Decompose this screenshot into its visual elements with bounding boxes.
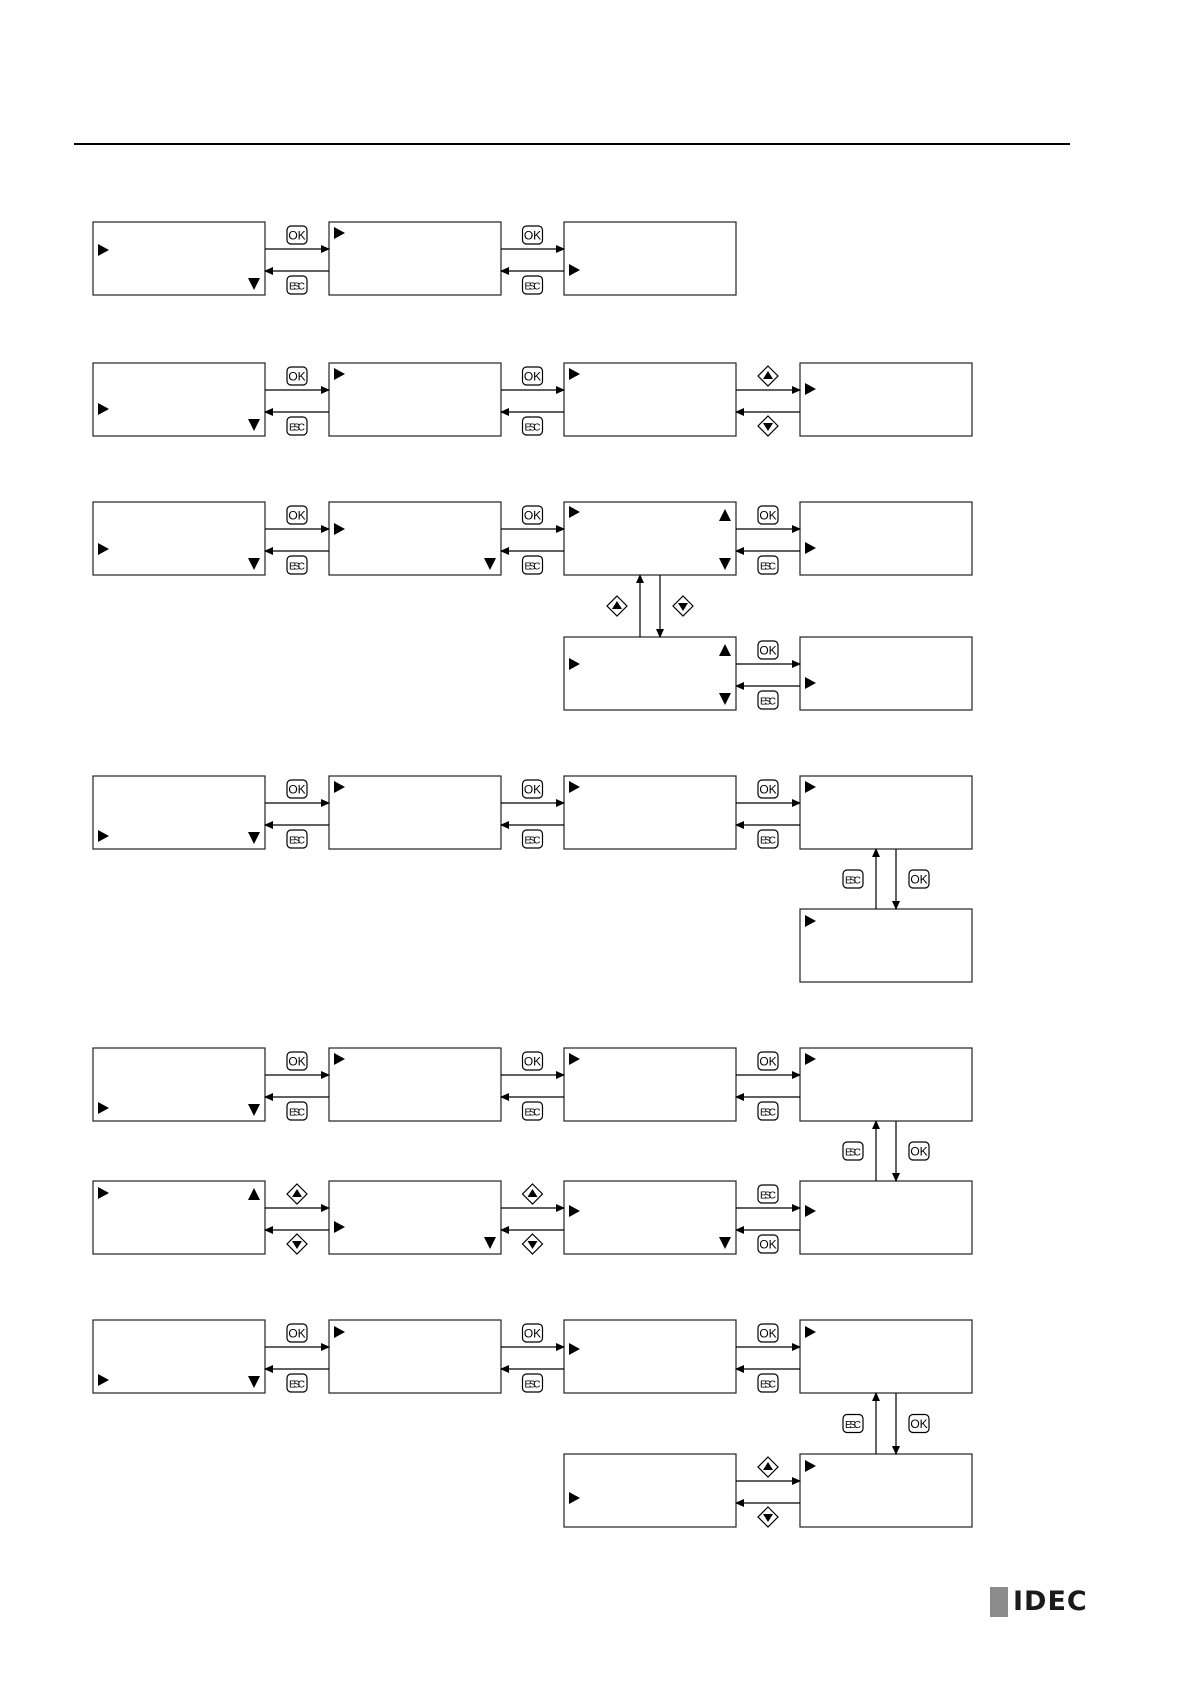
lcd-frame	[329, 502, 501, 575]
ok-key-icon	[758, 506, 778, 524]
key-label: OK	[759, 1326, 777, 1341]
lcd-frame	[800, 776, 972, 849]
lcd-screen	[329, 1048, 501, 1121]
esc-key-icon	[287, 417, 307, 435]
lcd-frame	[93, 1181, 265, 1254]
lcd-screen	[800, 502, 972, 575]
lcd-frame	[564, 1320, 736, 1393]
lcd-screen	[564, 1320, 736, 1393]
esc-key-icon	[287, 1374, 307, 1392]
esc-key-icon	[523, 1102, 543, 1120]
down-key-icon	[673, 596, 693, 616]
ok-key-icon	[287, 1052, 307, 1070]
key-label: ESC	[289, 1379, 305, 1391]
lcd-frame	[800, 909, 972, 982]
key-label: OK	[523, 228, 542, 243]
down-key-icon	[758, 1507, 778, 1527]
up-key-icon	[287, 1184, 307, 1204]
key-label: ESC	[760, 1107, 776, 1119]
lcd-frame	[93, 222, 265, 295]
key-label: OK	[759, 643, 777, 658]
lcd-screen	[329, 1181, 501, 1254]
key-label: ESC	[760, 1190, 776, 1202]
ok-key-icon	[287, 367, 307, 385]
key-label: ESC	[524, 281, 541, 293]
key-label: ESC	[289, 1107, 305, 1119]
lcd-screen	[329, 502, 501, 575]
key-label: OK	[759, 508, 777, 523]
lcd-frame	[564, 502, 736, 575]
esc-key-icon	[287, 276, 307, 294]
key-label: OK	[523, 1054, 542, 1069]
lcd-frame	[564, 1454, 736, 1527]
key-label: OK	[288, 782, 306, 797]
lcd-screen	[329, 1320, 501, 1393]
lcd-frame	[564, 637, 736, 710]
lcd-frame	[329, 363, 501, 436]
lcd-screen	[800, 909, 972, 982]
lcd-frame	[800, 1048, 972, 1121]
lcd-screen	[564, 1181, 736, 1254]
key-label: OK	[523, 369, 542, 384]
esc-key-icon	[758, 1102, 778, 1120]
lcd-frame	[564, 222, 736, 295]
esc-key-icon	[523, 1374, 543, 1392]
lcd-frame	[564, 363, 736, 436]
lcd-screen	[800, 1454, 972, 1527]
lcd-frame	[93, 1320, 265, 1393]
up-key-icon	[523, 1184, 543, 1204]
lcd-screen	[329, 222, 501, 295]
key-label: OK	[759, 1237, 777, 1252]
lcd-screen	[564, 222, 736, 295]
lcd-frame	[329, 1181, 501, 1254]
lcd-frame	[329, 222, 501, 295]
key-label: OK	[523, 508, 542, 523]
esc-key-icon	[523, 556, 543, 574]
key-label: OK	[523, 782, 542, 797]
ok-key-icon	[287, 506, 307, 524]
lcd-screen	[800, 1181, 972, 1254]
key-label: ESC	[289, 422, 305, 434]
lcd-screen	[800, 1320, 972, 1393]
key-label: OK	[910, 1144, 928, 1159]
lcd-screen	[329, 363, 501, 436]
lcd-frame	[564, 776, 736, 849]
key-label: OK	[910, 872, 928, 887]
esc-key-icon	[843, 870, 863, 888]
lcd-frame	[800, 1320, 972, 1393]
idec-logo	[990, 1587, 1088, 1617]
key-label: ESC	[524, 422, 541, 434]
lcd-frame	[329, 1320, 501, 1393]
esc-key-icon	[758, 1374, 778, 1392]
esc-key-icon	[523, 830, 543, 848]
key-label: ESC	[524, 1107, 541, 1119]
key-label: ESC	[845, 1420, 861, 1431]
lcd-screen	[564, 363, 736, 436]
logo-text: IDEC	[1013, 1586, 1088, 1617]
esc-key-icon	[523, 417, 543, 435]
ok-key-icon	[909, 1415, 929, 1433]
key-label: OK	[288, 228, 306, 243]
lcd-screen	[800, 637, 972, 710]
lcd-screen	[564, 1454, 736, 1527]
key-label: ESC	[845, 875, 861, 887]
key-label: ESC	[289, 835, 305, 847]
key-label: OK	[288, 508, 306, 523]
esc-key-icon	[758, 1185, 778, 1203]
lcd-screen	[564, 637, 736, 710]
esc-key-icon	[287, 830, 307, 848]
down-key-icon	[287, 1234, 307, 1254]
lcd-frame	[329, 776, 501, 849]
lcd-screen	[93, 1320, 265, 1393]
lcd-screen	[564, 1048, 736, 1121]
lcd-screen	[800, 776, 972, 849]
key-label: ESC	[524, 561, 541, 573]
key-label: OK	[288, 369, 306, 384]
ok-key-icon	[523, 226, 543, 244]
ok-key-icon	[287, 780, 307, 798]
esc-key-icon	[758, 556, 778, 574]
lcd-frame	[93, 776, 265, 849]
lcd-screen	[800, 1048, 972, 1121]
key-label: ESC	[760, 1379, 776, 1391]
key-label: OK	[910, 1417, 928, 1431]
lcd-screen	[329, 776, 501, 849]
down-key-icon	[523, 1234, 543, 1254]
key-label: ESC	[760, 696, 776, 708]
up-key-icon	[758, 366, 778, 386]
key-label: OK	[759, 1054, 777, 1069]
lcd-frame	[93, 363, 265, 436]
lcd-screen	[93, 776, 265, 849]
key-label: OK	[288, 1326, 306, 1341]
lcd-screen	[93, 222, 265, 295]
lcd-frame	[800, 1181, 972, 1254]
lcd-screen	[564, 776, 736, 849]
lcd-frame	[800, 502, 972, 575]
lcd-frame	[329, 1048, 501, 1121]
key-label: OK	[759, 782, 777, 797]
lcd-screen	[800, 363, 972, 436]
esc-key-icon	[523, 276, 543, 294]
ok-key-icon	[758, 641, 778, 659]
ok-key-icon	[758, 1235, 778, 1253]
ok-key-icon	[523, 1052, 543, 1070]
esc-key-icon	[758, 691, 778, 709]
up-key-icon	[607, 596, 627, 616]
lcd-frame	[800, 637, 972, 710]
ok-key-icon	[523, 780, 543, 798]
ok-key-icon	[523, 506, 543, 524]
lcd-screen	[93, 1181, 265, 1254]
lcd-screen	[564, 502, 736, 575]
ok-key-icon	[523, 1324, 543, 1342]
ok-key-icon	[287, 1324, 307, 1342]
esc-key-icon	[758, 830, 778, 848]
esc-key-icon	[287, 1102, 307, 1120]
key-label: ESC	[289, 561, 305, 573]
lcd-frame	[564, 1048, 736, 1121]
key-label: OK	[288, 1054, 306, 1069]
ok-key-icon	[758, 780, 778, 798]
key-label: ESC	[845, 1147, 861, 1159]
lcd-screen	[93, 363, 265, 436]
lcd-frame	[800, 363, 972, 436]
ok-key-icon	[909, 870, 929, 888]
ok-key-icon	[758, 1052, 778, 1070]
key-label: ESC	[289, 281, 305, 293]
key-label: ESC	[760, 561, 776, 573]
lcd-screen	[93, 1048, 265, 1121]
key-label: ESC	[524, 1379, 541, 1391]
lcd-frame	[800, 1454, 972, 1527]
esc-key-icon	[287, 556, 307, 574]
lcd-frame	[93, 502, 265, 575]
ok-key-icon	[287, 226, 307, 244]
ok-key-icon	[758, 1324, 778, 1342]
key-label: ESC	[524, 835, 541, 847]
up-key-icon	[758, 1457, 778, 1477]
lcd-frame	[564, 1181, 736, 1254]
ok-key-icon	[523, 367, 543, 385]
lcd-screen	[93, 502, 265, 575]
ok-key-icon	[909, 1142, 929, 1160]
key-label: OK	[523, 1326, 542, 1341]
esc-key-icon	[843, 1142, 863, 1160]
key-label: ESC	[760, 835, 776, 847]
down-key-icon	[758, 416, 778, 436]
esc-key-icon	[843, 1415, 863, 1433]
lcd-frame	[93, 1048, 265, 1121]
logo-mark	[990, 1587, 1011, 1617]
